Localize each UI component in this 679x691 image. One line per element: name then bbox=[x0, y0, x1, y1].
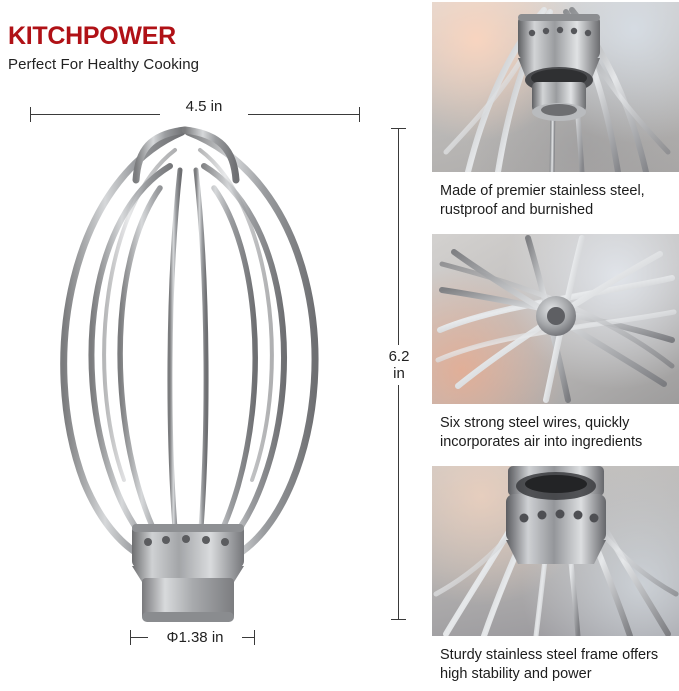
whisk-collar bbox=[128, 518, 248, 622]
whisk-frame-closeup-photo bbox=[432, 466, 679, 636]
feature-card-six-wires bbox=[432, 234, 679, 462]
dimension-width-label: 4.5 in bbox=[160, 98, 248, 115]
dimension-diameter bbox=[130, 628, 255, 654]
dimension-height-label bbox=[382, 345, 416, 385]
frame-closeup-graphic bbox=[432, 466, 679, 636]
dimension-height-cap-bottom bbox=[391, 619, 406, 620]
whisk-top-down-wires-photo bbox=[432, 234, 679, 404]
dimension-diameter-label: Φ1.38 in bbox=[148, 628, 242, 647]
dimension-height-value: 6.2 bbox=[388, 348, 410, 365]
feature-caption-six-wires: Six strong steel wires, quickly incorporates air into ingredients bbox=[440, 415, 643, 450]
feature-column bbox=[432, 0, 679, 691]
dimension-diameter-cap-right bbox=[254, 630, 255, 645]
dimension-width bbox=[30, 98, 360, 122]
feature-caption-sturdy-frame: Sturdy stainless steel frame offers high stability and power bbox=[440, 647, 659, 682]
feature-card-stainless-steel bbox=[432, 2, 679, 230]
feature-card-sturdy-frame bbox=[432, 466, 679, 691]
six-wires-graphic bbox=[432, 234, 679, 404]
collar-closeup-graphic bbox=[432, 2, 679, 172]
dimension-height-unit: in bbox=[393, 365, 405, 382]
whisk-collar-closeup-photo bbox=[432, 2, 679, 172]
feature-caption-stainless-steel: Made of premier stainless steel, rustproof and burnished bbox=[440, 183, 645, 218]
brand-name: KITCHPOWER bbox=[8, 22, 176, 50]
whisk-illustration bbox=[20, 110, 360, 630]
dimension-height bbox=[360, 120, 410, 620]
brand-tagline: Perfect For Healthy Cooking bbox=[8, 56, 200, 73]
